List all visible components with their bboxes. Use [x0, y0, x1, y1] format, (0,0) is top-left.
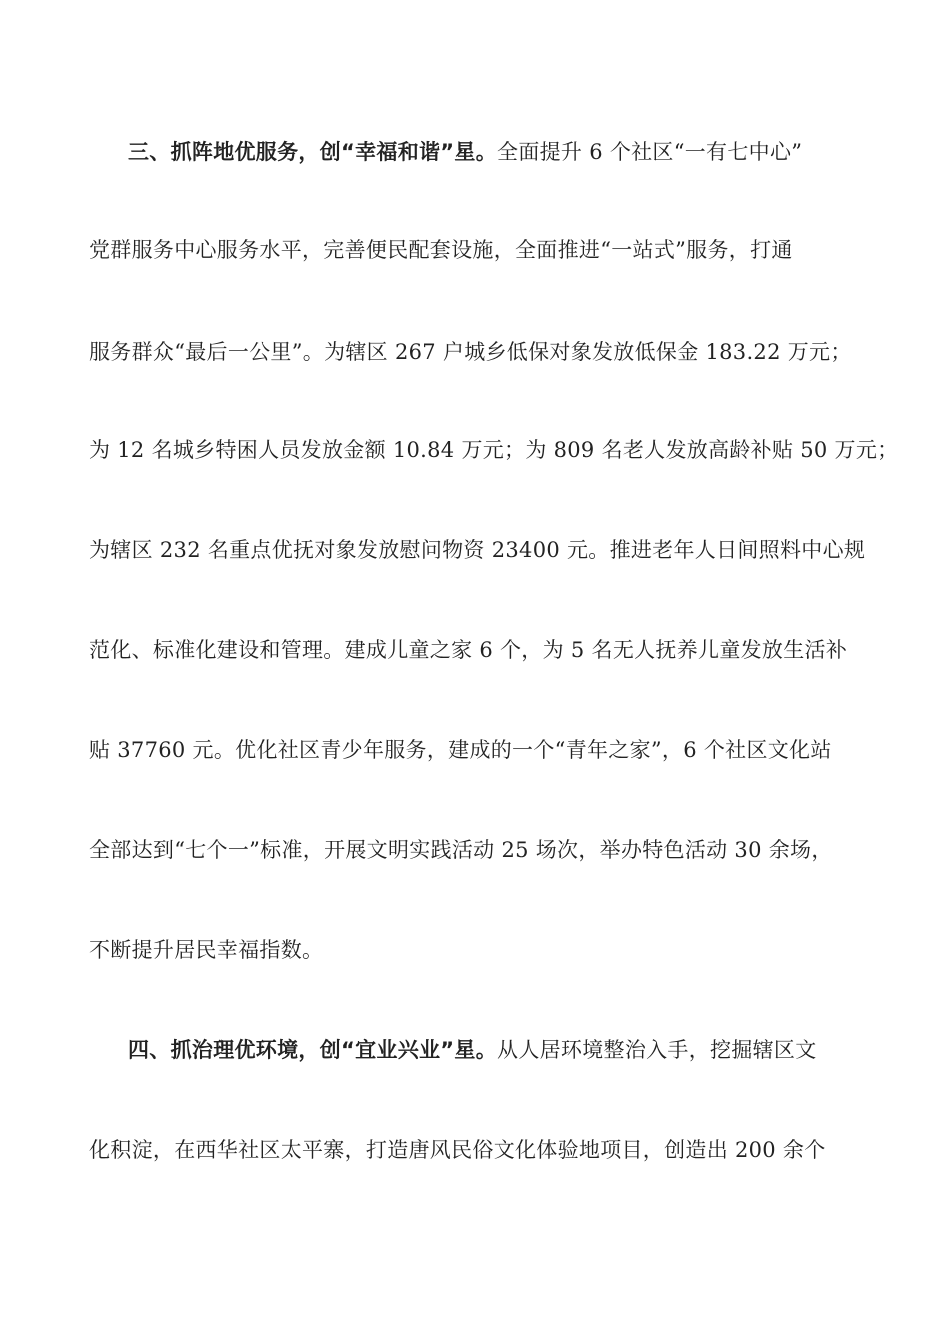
paragraph-3-line-3: 服务群众“最后一公里”。为辖区 267 户城乡低保对象发放低保金 183.22 万元； — [89, 340, 852, 364]
paragraph-4-first-line — [128, 1035, 913, 1065]
paragraph-3-line-1: 全面提升 6 个社区“一有七中心” — [497, 140, 803, 164]
paragraph-3-line-2: 党群服务中心服务水平，完善便民配套设施，全面推进“一站式”服务，打通 — [89, 238, 793, 262]
paragraph-4-heading: 四、抓治理优环境，创“宜业兴业”星。 — [128, 1038, 498, 1062]
paragraph-3-line-9: 不断提升居民幸福指数。 — [89, 938, 324, 962]
paragraph-3-first-line — [128, 137, 913, 167]
paragraph-4-line-1: 从人居环境整治入手，挖掘辖区文 — [497, 1038, 817, 1062]
paragraph-3-line-6: 范化、标准化建设和管理。建成儿童之家 6 个，为 5 名无人抚养儿童发放生活补 — [89, 638, 848, 662]
paragraph-3-line-5: 为辖区 232 名重点优抚对象发放慰问物资 23400 元。推进老年人日间照料中心规 — [89, 538, 866, 562]
paragraph-3-heading: 三、抓阵地优服务，创“幸福和谐”星。 — [128, 140, 498, 164]
paragraph-3-line-8: 全部达到“七个一”标准，开展文明实践活动 25 场次，举办特色活动 30 余场， — [89, 838, 833, 862]
paragraph-4-line-2: 化积淀，在西华社区太平寨，打造唐风民俗文化体验地项目，创造出 200 余个 — [89, 1138, 826, 1162]
paragraph-3-line-7: 贴 37760 元。优化社区青少年服务，建成的一个“青年之家”，6 个社区文化站 — [89, 738, 832, 762]
paragraph-3-line-4: 为 12 名城乡特困人员发放金额 10.84 万元；为 809 名老人发放高龄补贴 50 万元； — [89, 438, 899, 462]
